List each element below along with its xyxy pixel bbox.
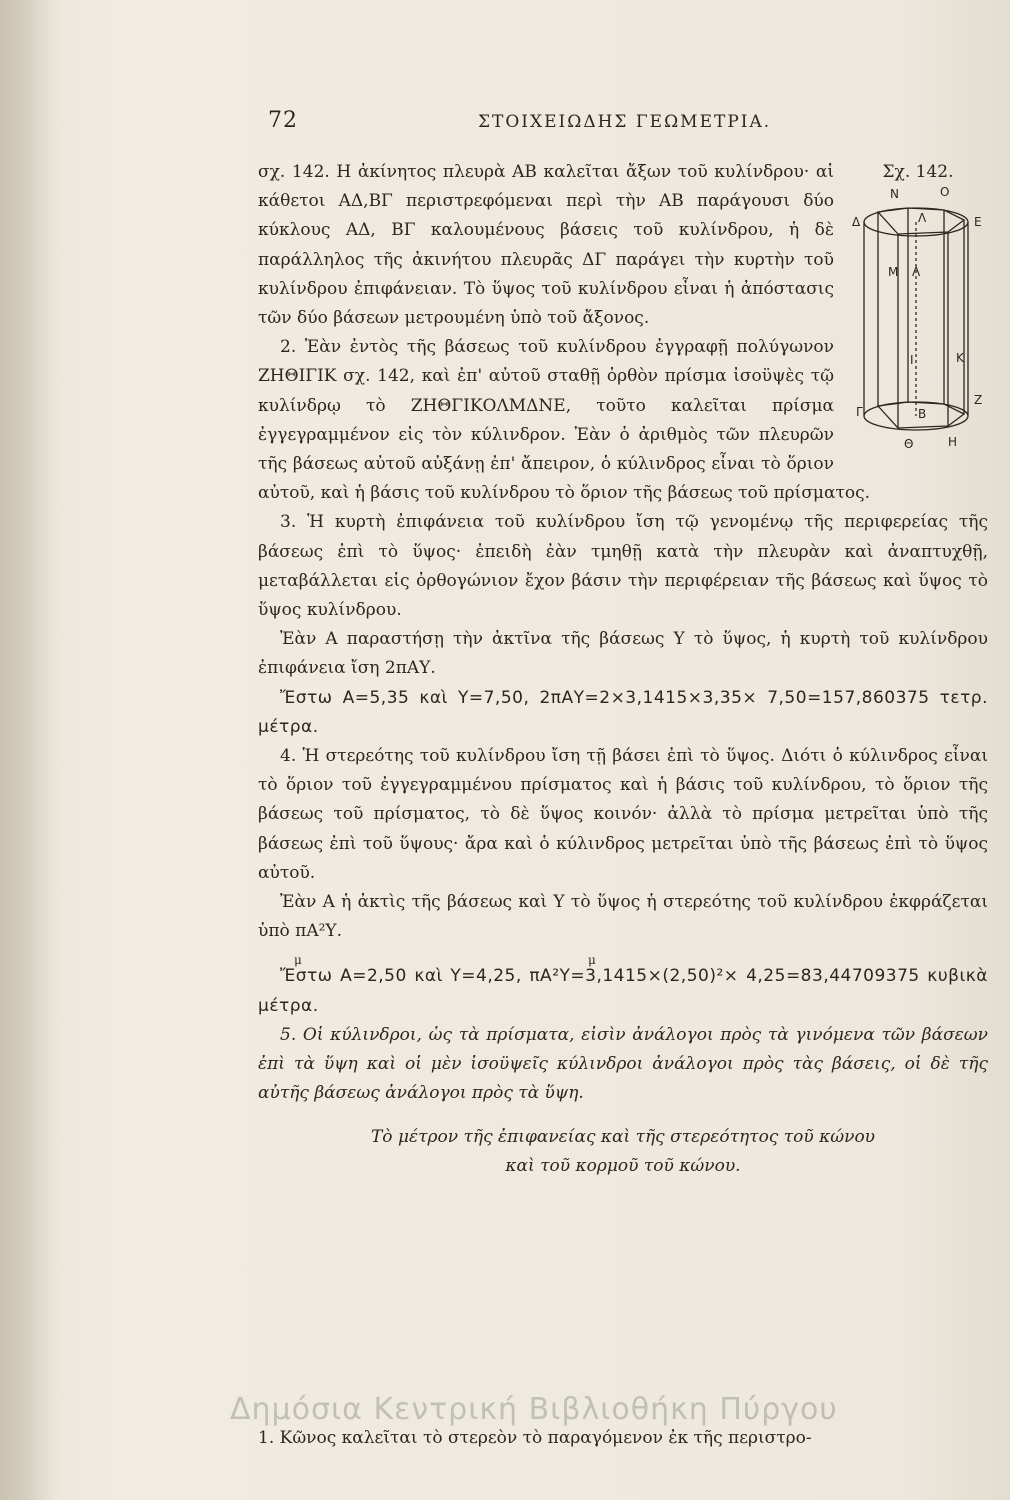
section-heading-line-1: Τὸ μέτρον τῆς ἐπιφανείας καὶ τῆς στερεότητος τοῦ κώνου: [370, 1126, 876, 1147]
figure-142: [848, 158, 988, 458]
mu-mark-1: μ: [294, 953, 302, 968]
label-M: Μ: [888, 265, 899, 279]
label-Z: Ζ: [974, 393, 983, 407]
paragraph-4-formula: Ἐὰν Α ἡ ἀκτὶς τῆς βάσεως καὶ Υ τὸ ὕψος ἡ στερεότης τοῦ κυλίνδρου ἐκφράζεται ὑπὸ πΑ²Υ.: [258, 892, 988, 942]
paragraph-3: 3. Ἡ κυρτὴ ἐπιφάνεια τοῦ κυλίνδρου ἴση τῷ γενομένῳ τῆς περιφερείας τῆς βάσεως ἐπὶ τὸ ὕψος· ἐπειδὴ ἐὰν τμηθῇ κατὰ τὴν πλευρὰν καὶ ἀναπτυχθῇ, μεταβάλλεται εἰς ὀρθογώνιον ἔχον βάσιν τὴν περιφέρειαν τῆς βάσεως καὶ ὕψος τὸ ὕψος κυλίνδρου.: [258, 512, 988, 621]
running-title: ΣΤΟΙΧΕΙΩΔΗΣ ΓΕΩΜΕΤΡΙΑ.: [478, 112, 772, 132]
example-volume: Ἔστω Α=2,50 καὶ Υ=4,25, πΑ²Υ=3,1415×(2,50)²× 4,25=83,44709375 κυβικὰ μέτρα.: [258, 966, 988, 1016]
label-N: Ν: [890, 187, 899, 201]
cylinder-diagram: [848, 184, 988, 454]
mu-mark-2: μ: [588, 953, 596, 968]
figure-caption: Σχ. 142.: [882, 162, 954, 182]
example-surface: Ἔστω Α=5,35 καὶ Υ=7,50, 2πΑΥ=2×3,1415×3,35× 7,50=157,860375 τετρ. μέτρα.: [258, 687, 988, 737]
page-header: [268, 108, 828, 144]
library-watermark: Δημόσια Κεντρική Βιβλιοθήκη Πύργου: [230, 1392, 838, 1427]
binding-gutter: [0, 0, 60, 1500]
page-number: 72: [268, 108, 298, 133]
label-L: Λ: [912, 265, 921, 279]
section-heading-line-2: καὶ τοῦ κορμοῦ τοῦ κώνου.: [505, 1155, 741, 1176]
body-text: [258, 158, 988, 1181]
label-H: Η: [948, 435, 958, 449]
mu-marks: [258, 946, 988, 968]
label-O: Ο: [940, 185, 950, 199]
paragraph-5: 5. Οἱ κύλινδροι, ὡς τὰ πρίσματα, εἰσὶν ἀνάλογοι πρὸς τὰ γινόμενα τῶν βάσεων ἐπὶ τὰ ὕψη καὶ οἱ μὲν ἰσοϋψεῖς κύλινδροι ἀνάλογοι πρὸς τὰς βάσεις, οἱ δὲ τῆς αὐτῆς βάσεως ἀνάλογοι πρὸς τὰ ὕψη.: [258, 1024, 988, 1104]
paragraph-4: 4. Ἡ στερεότης τοῦ κυλίνδρου ἴση τῇ βάσει ἐπὶ τὸ ὕψος. Διότι ὁ κύλινδρος εἶναι τὸ ὅριον τοῦ ἐγγεγραμμένου πρίσματος καὶ ἡ βάσις τοῦ κυλίνδρου, τὸ ὅριον τῆς βάσεως τοῦ πρίσματος, τὸ δὲ ὕψος κοινόν· ἀλλὰ τὸ πρίσμα μετρεῖται ὑπὸ τῆς βάσεως ἐπὶ τοῦ ὕψους· ἄρα καὶ ὁ κύλινδρος μετρεῖται ὑπὸ τῆς βάσεως ἐπὶ τὸ ὕψος αὐτοῦ.: [258, 746, 988, 883]
last-line: 1. Κῶνος καλεῖται τὸ στερεὸν τὸ παραγόμενον ἐκ τῆς περιστρο-: [258, 1428, 812, 1448]
label-Th: Θ: [904, 437, 914, 451]
label-E: Ε: [974, 215, 982, 229]
label-I: Ι: [910, 353, 914, 367]
label-K: Κ: [956, 351, 964, 365]
section-heading: [258, 1123, 988, 1181]
paragraph-2: 2. Ἐὰν ἐντὸς τῆς βάσεως τοῦ κυλίνδρου ἐγγραφῇ πολύγωνον ΖΗΘΙΓΙΚ σχ. 142, καὶ ἐπ' αὐτοῦ σταθῇ ὀρθὸν πρίσμα ἰσοϋψὲς τῷ κυλίνδρῳ τὸ ΖΗΘΓΙΚΟΛΜΔΝΕ, τοῦτο καλεῖται πρίσμα ἐγγεγραμμένον εἰς τὸν κύλινδρον. Ἐὰν ὁ ἀριθμὸς τῶν πλευρῶν τῆς βάσεως αὐτοῦ αὐξάνῃ ἐπ' ἄπειρον, ὁ κύλινδρος εἶναι τὸ ὅριον αὐτοῦ, καὶ ἡ βάσις τοῦ κυλίνδρου τὸ ὅριον τῆς βάσεως τοῦ πρίσματος.: [258, 337, 871, 504]
paragraph-1: σχ. 142. Η ἀκίνητος πλευρὰ ΑΒ καλεῖται ἄξων τοῦ κυλίνδρου· αἱ κάθετοι ΑΔ,ΒΓ περιστρεφόμεναι περὶ τὴν ΑΒ παράγουσι δύο κύκλους ΑΔ, ΒΓ καλουμένους βάσεις τοῦ κυλίνδρου, ἡ δὲ παράλληλος τῆς ἀκινήτου πλευρᾶς ΔΓ παράγει τὴν κυρτὴν τοῦ κυλίνδρου ἐπιφάνειαν. Τὸ ὕψος τοῦ κυλίνδρου εἶναι ἡ ἀπόστασις τῶν δύο βάσεων μετρουμένη ὑπὸ τοῦ ἄξονος.: [258, 162, 834, 329]
paragraph-3-formula: Ἐὰν Α παραστήσῃ τὴν ἀκτῖνα τῆς βάσεως Υ τὸ ὕψος, ἡ κυρτὴ τοῦ κυλίνδρου ἐπιφάνεια ἴση 2πΑΥ.: [258, 629, 988, 679]
label-B: Β: [918, 407, 927, 421]
label-L-top: Λ: [918, 211, 927, 225]
label-G: Γ: [856, 405, 863, 419]
label-D: Δ: [852, 215, 861, 229]
